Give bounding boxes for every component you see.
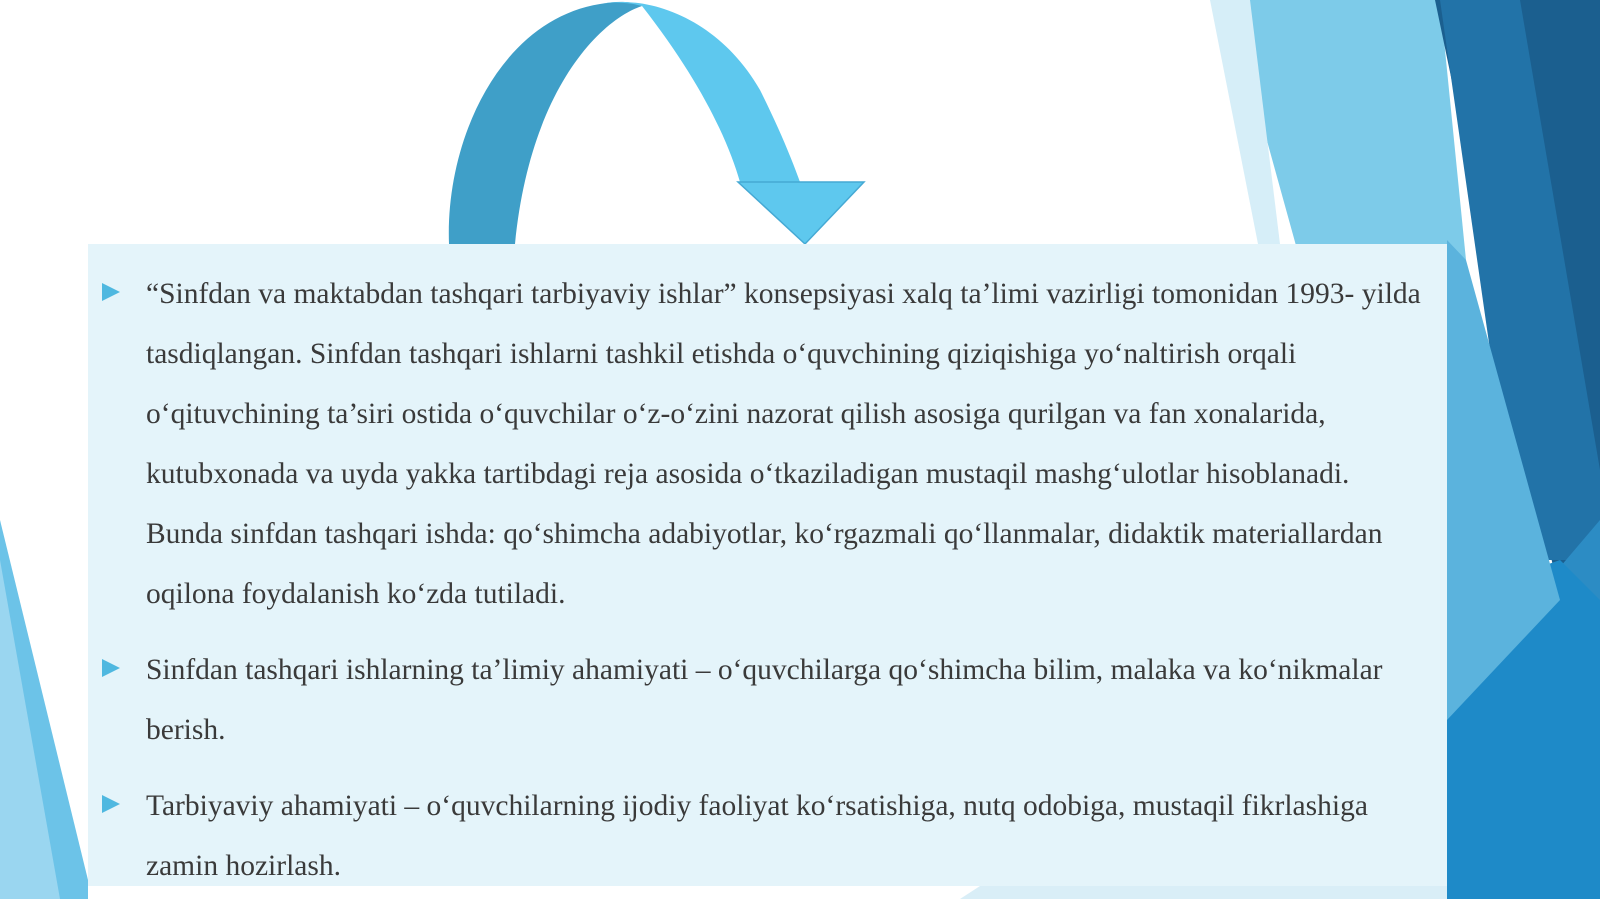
list-item bbox=[88, 640, 1447, 760]
list-item bbox=[88, 264, 1447, 624]
bullet-text: Tarbiyaviy ahamiyati – o‘quvchilarning ijodiy faoliyat ko‘rsatishiga, nutq odobiga, mustaqil fikrlashiga zamin hozirlash. bbox=[146, 790, 1368, 882]
triangle-bullet-icon bbox=[102, 283, 120, 301]
list-item bbox=[88, 776, 1447, 896]
arrow-body-dark bbox=[449, 2, 642, 244]
triangle-bullet-icon bbox=[102, 795, 120, 813]
content-box bbox=[88, 244, 1447, 886]
bullet-text: “Sinfdan va maktabdan tashqari tarbiyaviy ishlar” konsepsiyasi xalq ta’limi vazirligi tomonidan 1993- yilda tasdiqlangan. Sinfdan tashqari ishlarni tashkil etishda o‘quvchining qiziqishiga yo‘naltirish orqali o‘qituvchining ta’siri ostida o‘quvchilar o‘z-o‘zini nazorat qilish asosiga qurilgan va fan xonalarida, kutubxonada va uyda yakka tartibdagi reja asosida o‘tkaziladigan mustaqil mashg‘ulotlar hisoblanadi. Bunda sinfdan tashqari ishda: qo‘shimcha adabiyotlar, ko‘rgazmali qo‘llanmalar, didaktik materiallardan oqilona foydalanish ko‘zda tutiladi. bbox=[146, 278, 1421, 610]
triangle-bullet-icon bbox=[102, 659, 120, 677]
arrow-head bbox=[738, 182, 864, 244]
bullet-list bbox=[88, 264, 1447, 899]
arrow-body-light bbox=[600, 2, 800, 182]
bullet-text: Sinfdan tashqari ishlarning ta’limiy ahamiyati – o‘quvchilarga qo‘shimcha bilim, malaka va ko‘nikmalar berish. bbox=[146, 654, 1383, 746]
